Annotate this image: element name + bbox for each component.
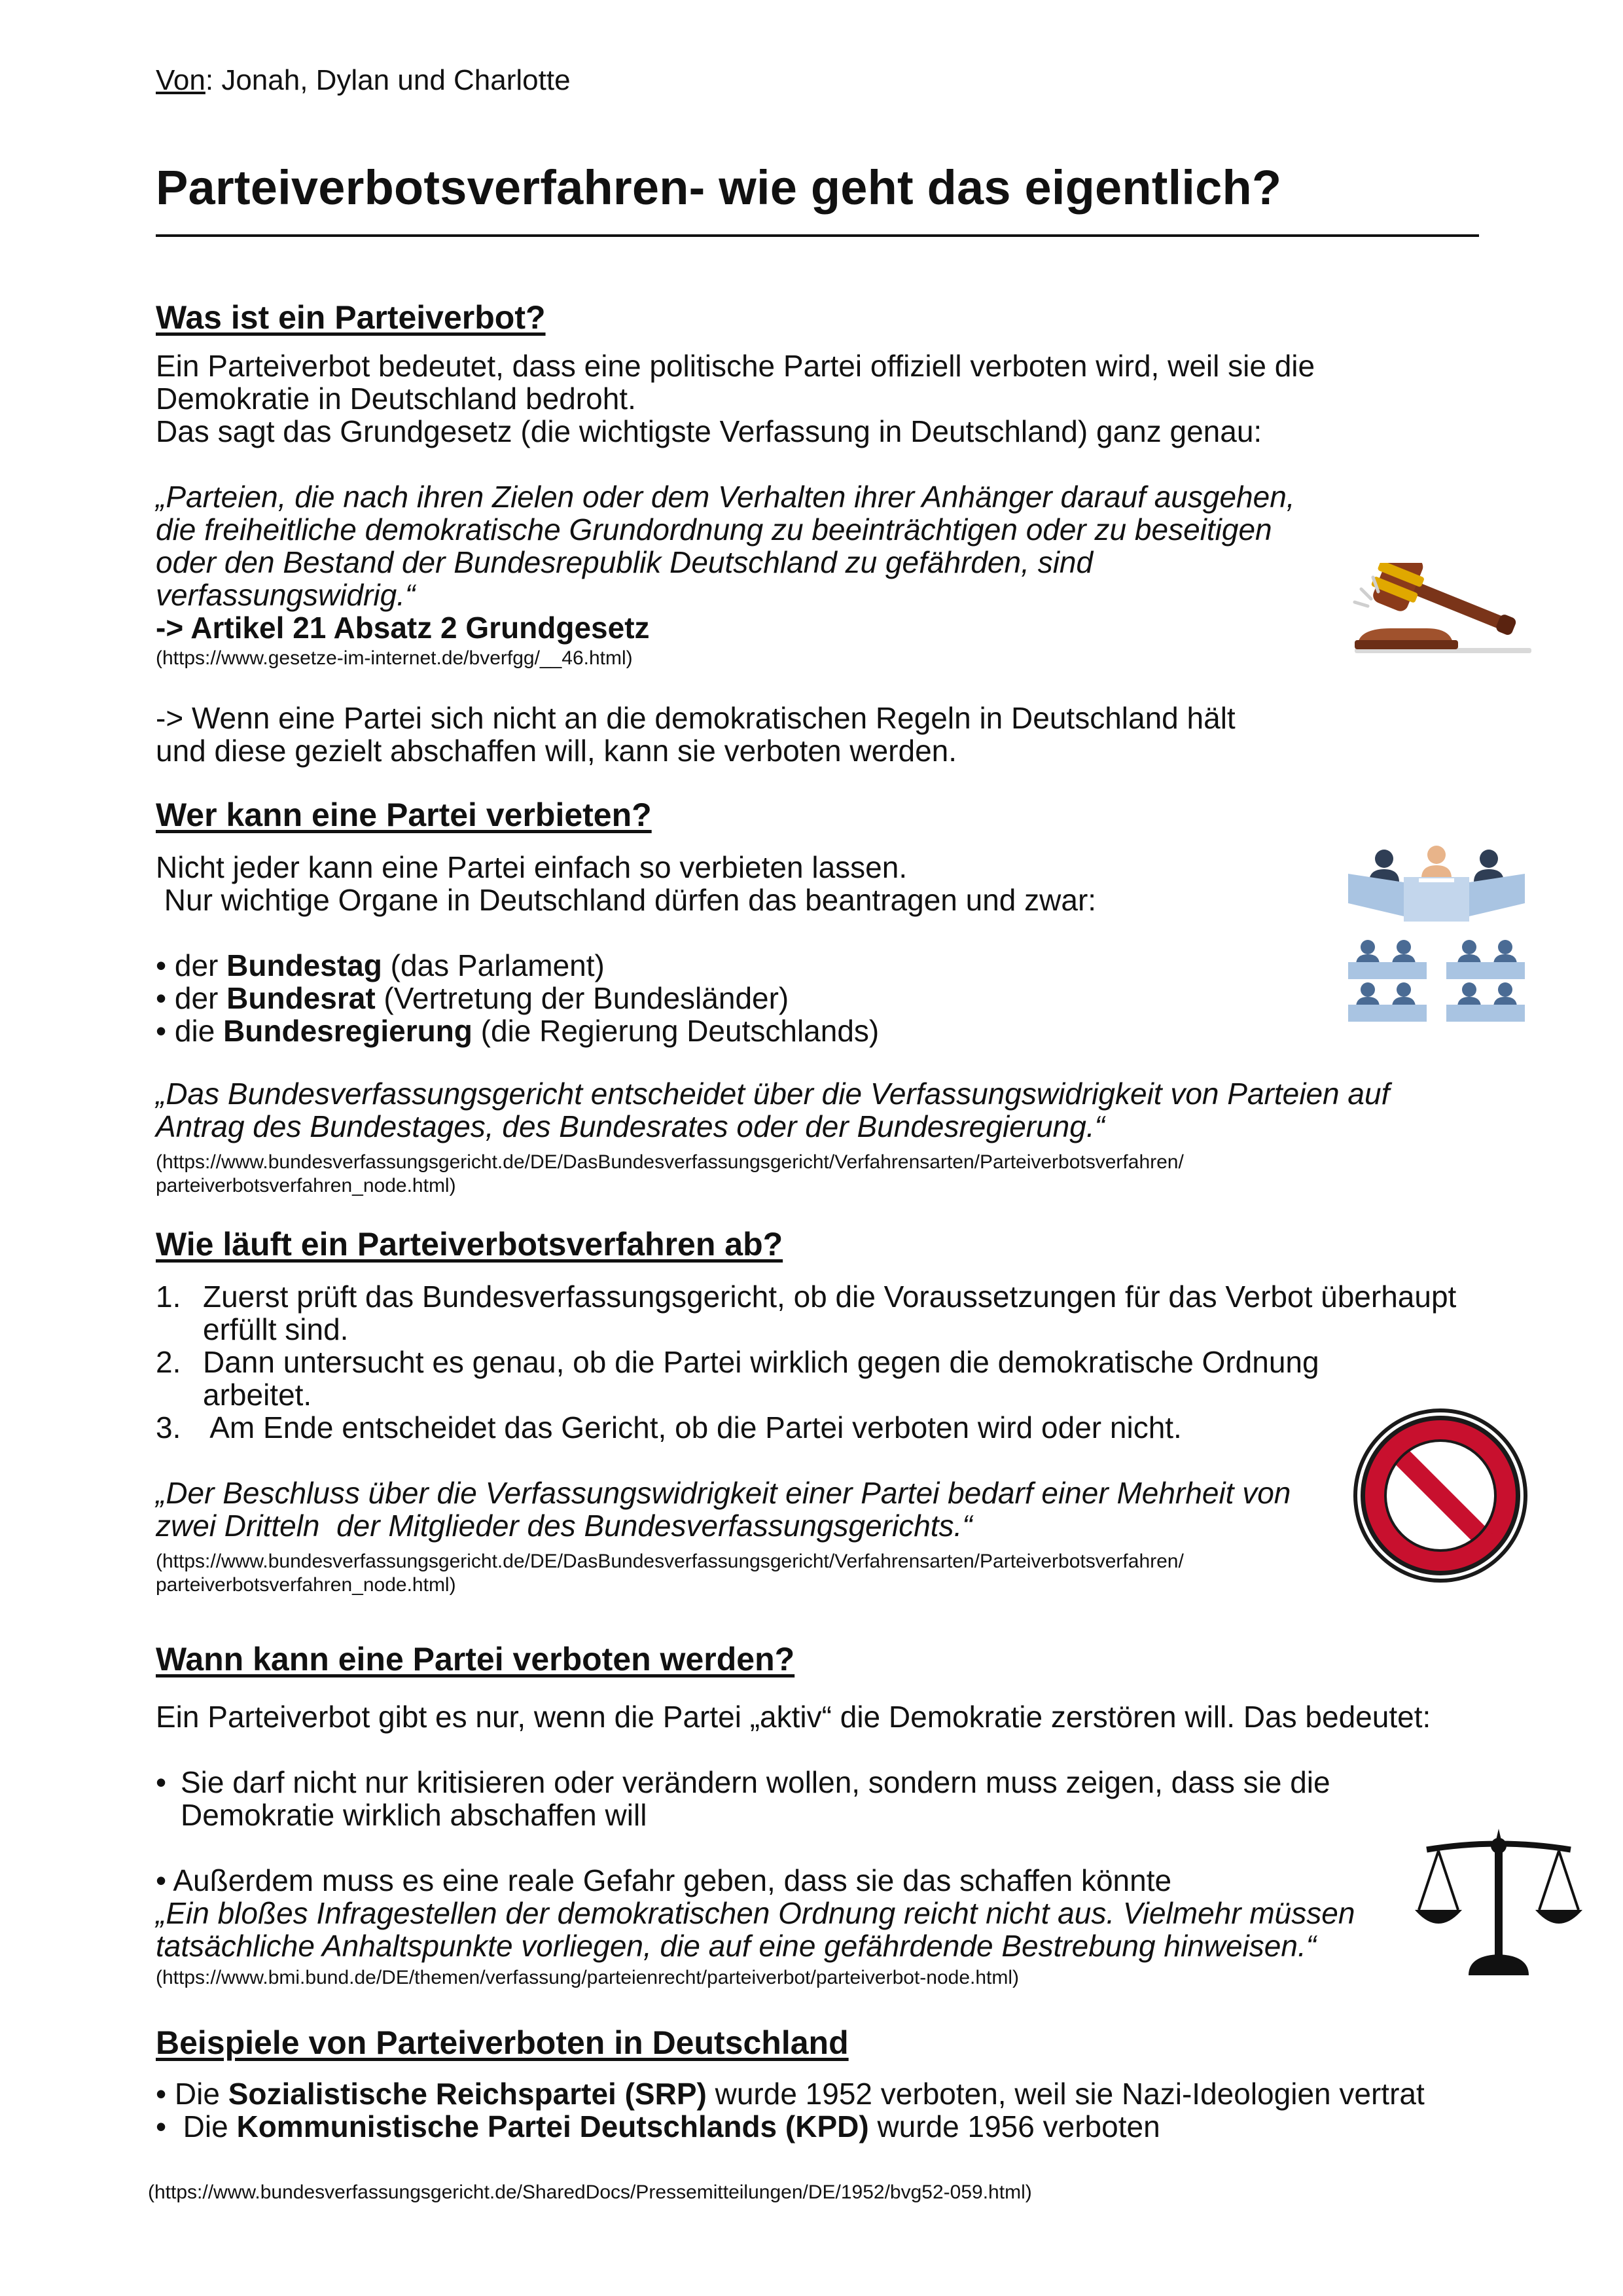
section1-article-ref: -> Artikel 21 Absatz 2 Grundgesetz (156, 611, 650, 645)
list-item (156, 1411, 1497, 1444)
list-item-bold: Bundestag (226, 948, 382, 982)
list-item-suffix: wurde 1952 verboten, weil sie Nazi-Ideologien vertrat (706, 2077, 1425, 2111)
list-item-prefix: • Die (156, 2109, 237, 2144)
title-divider (156, 234, 1479, 237)
parliament-icon (1342, 844, 1531, 1034)
section2-quote-line: Antrag des Bundestages, des Bundesrates oder der Bundesregierung.“ (156, 1109, 1105, 1143)
section1-conclusion-line: -> Wenn eine Partei sich nicht an die demokratischen Regeln in Deutschland hält (156, 701, 1236, 735)
step-text: Zuerst prüft das Bundesverfassungsgericht, ob die Voraussetzungen für das Verbot überhaupt (203, 1280, 1457, 1314)
bullet-marker: • (156, 1765, 167, 1799)
section1-quote-line: „Parteien, die nach ihren Zielen oder dem Verhalten ihrer Anhänger darauf ausgehen, (156, 480, 1295, 514)
section1-intro-line: Ein Parteiverbot bedeutet, dass eine politische Partei offiziell verboten wird, weil sie die (156, 349, 1315, 383)
section5-source: (https://www.bundesverfassungsgericht.de/SharedDocs/Pressemitteilungen/DE/1952/bvg52-059.html) (148, 2181, 1032, 2203)
list-item (156, 1346, 1497, 1411)
bullet-text: Demokratie wirklich abschaffen will (181, 1798, 647, 1832)
section3-quote-line: „Der Beschluss über die Verfassungswidrigkeit einer Partei bedarf einer Mehrheit von (156, 1476, 1291, 1510)
section4-quote-line: tatsächliche Anhaltspunkte vorliegen, die auf eine gefährdende Bestrebung hinweisen.“ (156, 1929, 1317, 1963)
step-text: Dann untersucht es genau, ob die Partei wirklich gegen die demokratische Ordnung (203, 1345, 1319, 1379)
prohibition-icon (1352, 1407, 1529, 1584)
section2-quote (156, 1077, 1389, 1143)
section2-quote-line: „Das Bundesverfassungsgericht entscheidet über die Verfassungswidrigkeit von Parteien auf (156, 1077, 1390, 1111)
section4-quote-line: „Ein bloßes Infragestellen der demokratischen Ordnung reicht nicht aus. Vielmehr müssen (156, 1896, 1355, 1930)
section5-heading: Beispiele von Parteiverboten in Deutschland (156, 2024, 849, 2061)
section1-intro (156, 350, 1315, 448)
list-item-suffix: (das Parlament) (382, 948, 605, 982)
section1-conclusion (156, 702, 1236, 767)
list-item-suffix: wurde 1956 verboten (868, 2109, 1160, 2144)
scales-icon (1414, 1826, 1584, 1983)
list-item (156, 1766, 1330, 1831)
list-item-bold: Sozialistische Reichspartei (SRP) (228, 2077, 707, 2111)
list-item-suffix: (die Regierung Deutschlands) (472, 1014, 880, 1048)
section1-quote-line: verfassungswidrig.“ (156, 578, 416, 612)
section4-quote (156, 1897, 1355, 1962)
section4-bullet1 (156, 1766, 1330, 1831)
section2-organ-list (156, 949, 879, 1047)
step-text: Am Ende entscheidet das Gericht, ob die Partei verboten wird oder nicht. (203, 1410, 1182, 1444)
author-line (156, 64, 571, 97)
section4-source: (https://www.bmi.bund.de/DE/themen/verfassung/parteienrecht/parteiverbot/parteiverbot-node.html) (156, 1967, 1020, 1988)
list-item (156, 1014, 879, 1047)
author-names: : Jonah, Dylan und Charlotte (205, 64, 571, 96)
list-item-prefix: • der (156, 948, 227, 982)
step-number: 2. (156, 1345, 181, 1379)
section2-heading: Wer kann eine Partei verbieten? (156, 797, 652, 833)
section1-intro-line: Demokratie in Deutschland bedroht. (156, 382, 636, 416)
list-item (156, 1280, 1497, 1346)
step-text: erfüllt sind. (203, 1312, 349, 1346)
step-text: arbeitet. (203, 1378, 312, 1412)
section1-quote (156, 480, 1295, 611)
author-label: Von (156, 64, 205, 96)
list-item-prefix: • der (156, 981, 227, 1015)
section5-examples (156, 2077, 1425, 2143)
section3-source (156, 1550, 1184, 1597)
section3-heading: Wie läuft ein Parteiverbotsverfahren ab? (156, 1226, 783, 1263)
section2-intro-line: Nicht jeder kann eine Partei einfach so verbieten lassen. (156, 850, 908, 884)
section1-quote-line: die freiheitliche demokratische Grundordnung zu beeinträchtigen oder zu beseitigen (156, 512, 1272, 547)
page-title: Parteiverbotsverfahren- wie geht das eigentlich? (156, 160, 1282, 215)
section4-bullet2: • Außerdem muss es eine reale Gefahr geben, dass sie das schaffen könnte (156, 1863, 1172, 1897)
list-item-prefix: • die (156, 1014, 224, 1048)
section3-quote-line: zwei Dritteln der Mitglieder des Bundesverfassungsgerichts.“ (156, 1509, 972, 1543)
section1-intro-line: Das sagt das Grundgesetz (die wichtigste Verfassung in Deutschland) ganz genau: (156, 414, 1262, 448)
list-item-bold: Kommunistische Partei Deutschlands (KPD) (236, 2109, 869, 2144)
list-item (156, 2110, 1425, 2143)
section3-source-line: parteiverbotsverfahren_node.html) (156, 1574, 456, 1596)
list-item-prefix: • Die (156, 2077, 228, 2111)
list-item (156, 2077, 1425, 2110)
section1-conclusion-line: und diese gezielt abschaffen will, kann sie verboten werden. (156, 734, 957, 768)
gavel-icon (1335, 563, 1544, 661)
section2-source (156, 1151, 1184, 1198)
section3-steps (156, 1280, 1497, 1444)
section1-heading: Was ist ein Parteiverbot? (156, 299, 546, 336)
list-item (156, 949, 879, 982)
bullet-text: Sie darf nicht nur kritisieren oder verändern wollen, sondern muss zeigen, dass sie die (181, 1765, 1330, 1799)
section2-intro-line: Nur wichtige Organe in Deutschland dürfen das beantragen und zwar: (156, 883, 1097, 917)
list-item-suffix: (Vertretung der Bundesländer) (375, 981, 789, 1015)
step-number: 1. (156, 1280, 181, 1314)
section2-intro (156, 851, 1096, 916)
section3-quote (156, 1477, 1291, 1542)
section2-source-line: parteiverbotsverfahren_node.html) (156, 1175, 456, 1196)
section1-quote-line: oder den Bestand der Bundesrepublik Deutschland zu gefährden, sind (156, 545, 1094, 579)
section2-source-line: (https://www.bundesverfassungsgericht.de/DE/DasBundesverfassungsgericht/Verfahrensarten/Parteiverbotsverfahren/ (156, 1151, 1184, 1173)
section3-source-line: (https://www.bundesverfassungsgericht.de/DE/DasBundesverfassungsgericht/Verfahrensarten/Parteiverbotsverfahren/ (156, 1551, 1184, 1572)
list-item (156, 982, 879, 1014)
list-item-bold: Bundesregierung (223, 1014, 473, 1048)
section1-source: (https://www.gesetze-im-internet.de/bverfgg/__46.html) (156, 647, 633, 669)
section4-intro: Ein Parteiverbot gibt es nur, wenn die Partei „aktiv“ die Demokratie zerstören will. Das bedeutet: (156, 1700, 1431, 1734)
step-number: 3. (156, 1410, 181, 1444)
list-item-bold: Bundesrat (226, 981, 376, 1015)
section4-heading: Wann kann eine Partei verboten werden? (156, 1641, 795, 1677)
